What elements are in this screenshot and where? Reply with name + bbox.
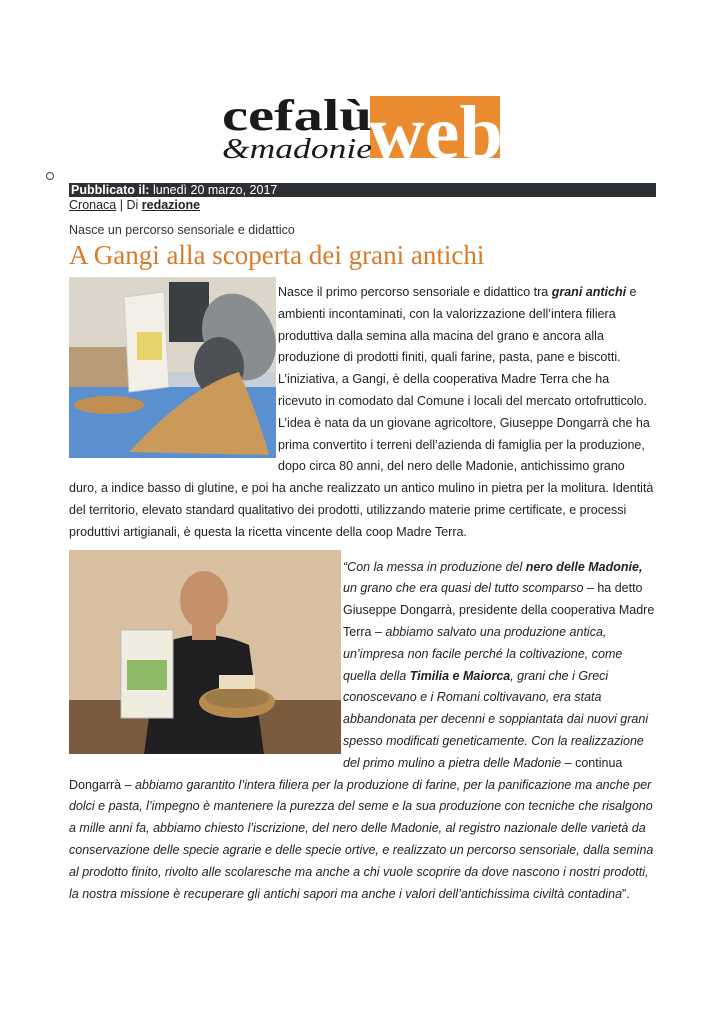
publication-date: lunedì 20 marzo, 2017 — [152, 183, 278, 197]
article-body — [69, 282, 656, 905]
article-subtitle: Nasce un percorso sensoriale e didattico — [69, 223, 295, 237]
category-line — [69, 198, 200, 213]
grain-sack-photo — [69, 277, 276, 458]
list-bullet — [46, 172, 54, 180]
site-logo[interactable] — [220, 88, 505, 168]
article-title: A Gangi alla scoperta dei grani antichi — [69, 240, 485, 270]
category-link[interactable]: Cronaca — [69, 198, 117, 212]
publication-bar — [69, 183, 656, 197]
farmer-portrait-photo — [69, 550, 341, 754]
author-separator: | Di — [119, 198, 139, 212]
paragraph-2: “Con la messa in produzione del nero delle Madonie, un grano che era quasi del tutto scomparso – ha detto Giuseppe Dongarrà, presidente della cooperativa Madre Terra – abbiamo salvato una produzione antica, un’impresa non facile perché la coltivazione, come quella della Timilia e Maiorca, grani che i Greci conoscevano e i Romani coltivavano, era stata abbandonata per decenni e soppiantata dai nuovi grani spesso modificati geneticamente. Con la realizzazione del primo mulino a pietra delle Madonie – continua Dongarrà – abbiamo garantito l’intera filiera per la produzione di farine, per la panificazione ma anche per dolci e pasta, l’impegno è mantenere la purezza del seme e la sua produzione con tecniche che risalgono a mille anni fa, abbiamo chiesto l’iscrizione, del nero delle Madonie, al registro nazionale delle varietà da conservazione delle specie agrarie e delle specie ortive, e realizzato un percorso sensoriale, dalla semina al prodotto finito, rivolto alle scolaresche ma anche a chi vuole scoprire da dove nascono i nostri prodotti, la nostra missione è recuperare gli antichi sapori ma anche i valori dell’antichissima civiltà contadina”. — [69, 559, 655, 901]
author-link[interactable]: redazione — [141, 198, 201, 212]
logo-web-text: web — [368, 91, 503, 168]
logo-madonie-text: &madonie — [222, 134, 372, 165]
publication-label: Pubblicato il: — [71, 183, 150, 197]
logo-cefalu-text: cefalù — [222, 91, 372, 140]
paragraph-1: Nasce il primo percorso sensoriale e didattico tra grani antichi e ambienti incontaminati, con la valorizzazione dell’intera filiera produttiva dalla semina alla macina del grano e ancora alla produzione di prodotti finiti, quali farine, pasta, pane e biscotti. L’iniziativa, a Gangi, è della cooperativa Madre Terra che ha ricevuto in comodato dal Comune i locali del mercato ortofrutticolo. L’idea è nata da un giovane agricoltore, Giuseppe Dongarrà che ha prima convertito i terreni dell’azienda di famiglia per la produzione, dopo circa 80 anni, del nero delle Madonie, antichissimo grano duro, a indice basso di glutine, e poi ha anche realizzato un antico mulino in pietra per la molitura. Identità del territorio, elevato standard qualitativo dei prodotti, utilizzando materie prime certificate, e processi produttivi artigianali, è questa la ricetta vincente della coop Madre Terra. — [69, 285, 654, 539]
